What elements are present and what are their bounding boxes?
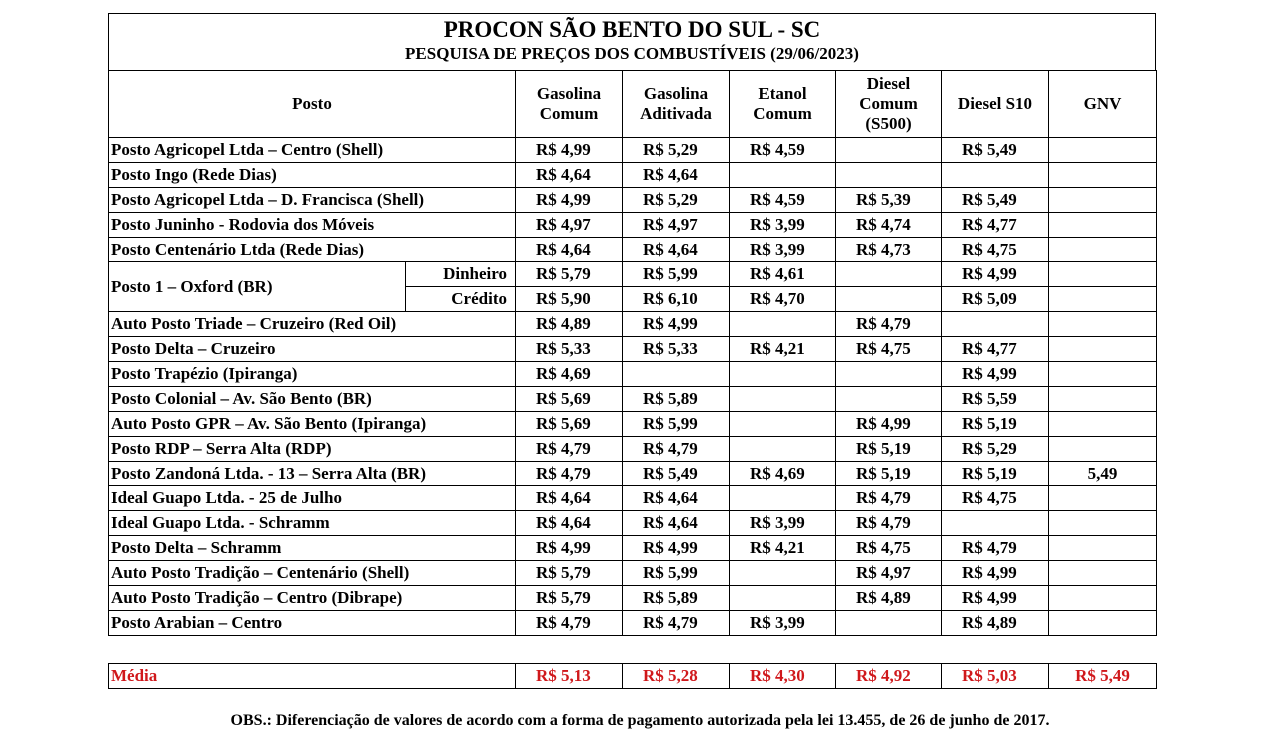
price-cell-ga: R$ 4,97 xyxy=(623,212,730,237)
price-cell-d10: R$ 4,99 xyxy=(942,561,1049,586)
price-cell-d500: R$ 4,74 xyxy=(836,212,942,237)
price-cell-ga: R$ 5,33 xyxy=(623,337,730,362)
price-cell-gc: R$ 4,64 xyxy=(516,162,623,187)
average-table xyxy=(108,663,1157,689)
price-cell-gnv xyxy=(1049,337,1157,362)
price-cell-gc: R$ 4,97 xyxy=(516,212,623,237)
price-cell-et: R$ 3,99 xyxy=(730,610,836,635)
price-cell-gc: R$ 5,79 xyxy=(516,561,623,586)
report-title: PROCON SÃO BENTO DO SUL - SC xyxy=(443,17,821,42)
price-cell-d500 xyxy=(836,362,942,387)
table-row xyxy=(109,486,1157,511)
table-row xyxy=(109,411,1157,436)
price-cell-d10 xyxy=(942,511,1049,536)
price-cell-d10: R$ 4,99 xyxy=(942,586,1049,611)
price-cell-d500: R$ 5,19 xyxy=(836,436,942,461)
price-cell-et xyxy=(730,312,836,337)
table-row xyxy=(109,237,1157,262)
price-cell-et: R$ 4,21 xyxy=(730,536,836,561)
station-name: Posto Arabian – Centro xyxy=(109,610,516,635)
price-cell-d10: R$ 4,89 xyxy=(942,610,1049,635)
price-cell-gnv xyxy=(1049,586,1157,611)
average-gasolina-aditivada: R$ 5,28 xyxy=(623,664,730,689)
price-cell-gnv: 5,49 xyxy=(1049,461,1157,486)
price-cell-d10: R$ 4,77 xyxy=(942,337,1049,362)
price-cell-gc: R$ 5,69 xyxy=(516,386,623,411)
table-row xyxy=(109,162,1157,187)
station-name: Posto Delta – Cruzeiro xyxy=(109,337,516,362)
price-cell-ga: R$ 4,64 xyxy=(623,511,730,536)
price-cell-d10: R$ 5,09 xyxy=(942,287,1049,312)
price-cell-gnv xyxy=(1049,386,1157,411)
table-row xyxy=(109,536,1157,561)
price-cell-et: R$ 3,99 xyxy=(730,511,836,536)
price-cell-ga: R$ 5,99 xyxy=(623,262,730,287)
average-gnv: R$ 5,49 xyxy=(1049,664,1157,689)
price-cell-gc: R$ 4,64 xyxy=(516,486,623,511)
col-header-gasolina-aditivada: Gasolina Aditivada xyxy=(623,71,730,138)
price-cell-gnv xyxy=(1049,287,1157,312)
price-cell-d10: R$ 4,99 xyxy=(942,262,1049,287)
table-row xyxy=(109,511,1157,536)
report-subtitle: PESQUISA DE PREÇOS DOS COMBUSTÍVEIS (29/06/2023) xyxy=(405,44,859,63)
price-cell-et xyxy=(730,561,836,586)
price-cell-et xyxy=(730,362,836,387)
station-name: Posto RDP – Serra Alta (RDP) xyxy=(109,436,516,461)
station-name: Posto Juninho - Rodovia dos Móveis xyxy=(109,212,516,237)
station-name: Ideal Guapo Ltda. - Schramm xyxy=(109,511,516,536)
price-cell-et xyxy=(730,386,836,411)
price-cell-ga: R$ 4,64 xyxy=(623,237,730,262)
price-cell-gnv xyxy=(1049,511,1157,536)
price-cell-d500: R$ 4,75 xyxy=(836,337,942,362)
station-name: Posto Colonial – Av. São Bento (BR) xyxy=(109,386,516,411)
price-cell-et: R$ 3,99 xyxy=(730,237,836,262)
table-row xyxy=(109,386,1157,411)
station-name: Auto Posto Tradição – Centenário (Shell) xyxy=(109,561,516,586)
table-row xyxy=(109,312,1157,337)
price-cell-ga: R$ 5,29 xyxy=(623,138,730,163)
table-row xyxy=(109,610,1157,635)
observation-note: OBS.: Diferenciação de valores de acordo com a forma de pagamento autorizada pela lei 13.455, de 26 de junho de 2017. xyxy=(230,712,1050,729)
price-cell-gnv xyxy=(1049,187,1157,212)
price-cell-gnv xyxy=(1049,436,1157,461)
average-label: Média xyxy=(109,664,516,689)
price-cell-d500 xyxy=(836,138,942,163)
price-cell-et: R$ 4,59 xyxy=(730,187,836,212)
price-cell-d500: R$ 4,79 xyxy=(836,312,942,337)
average-etanol: R$ 4,30 xyxy=(730,664,836,689)
price-cell-ga: R$ 5,89 xyxy=(623,386,730,411)
price-cell-ga: R$ 5,89 xyxy=(623,586,730,611)
price-cell-gc: R$ 4,89 xyxy=(516,312,623,337)
price-cell-d500: R$ 4,97 xyxy=(836,561,942,586)
price-cell-ga: R$ 6,10 xyxy=(623,287,730,312)
station-name: Auto Posto Tradição – Centro (Dibrape) xyxy=(109,586,516,611)
payment-method-dinheiro: Dinheiro xyxy=(406,262,516,287)
price-cell-et xyxy=(730,436,836,461)
price-cell-gc: R$ 4,69 xyxy=(516,362,623,387)
price-cell-gnv xyxy=(1049,411,1157,436)
price-cell-gnv xyxy=(1049,561,1157,586)
price-cell-gc: R$ 5,90 xyxy=(516,287,623,312)
price-cell-gnv xyxy=(1049,362,1157,387)
price-cell-d500: R$ 4,73 xyxy=(836,237,942,262)
station-name: Auto Posto GPR – Av. São Bento (Ipiranga) xyxy=(109,411,516,436)
station-name: Posto Ingo (Rede Dias) xyxy=(109,162,516,187)
price-table xyxy=(108,70,1157,636)
station-name: Posto 1 – Oxford (BR) xyxy=(109,262,406,312)
price-cell-gc: R$ 4,79 xyxy=(516,436,623,461)
price-cell-et: R$ 3,99 xyxy=(730,212,836,237)
payment-method-credito: Crédito xyxy=(406,287,516,312)
price-cell-et xyxy=(730,486,836,511)
table-header-row xyxy=(109,71,1157,138)
average-row xyxy=(109,664,1157,689)
price-cell-et: R$ 4,61 xyxy=(730,262,836,287)
price-cell-gc: R$ 5,79 xyxy=(516,262,623,287)
price-cell-et: R$ 4,21 xyxy=(730,337,836,362)
price-cell-d10: R$ 4,99 xyxy=(942,362,1049,387)
report-header xyxy=(108,13,1156,70)
price-cell-d500: R$ 4,89 xyxy=(836,586,942,611)
price-cell-gc: R$ 5,33 xyxy=(516,337,623,362)
price-cell-d500 xyxy=(836,610,942,635)
price-cell-d10: R$ 5,19 xyxy=(942,461,1049,486)
price-cell-ga: R$ 4,64 xyxy=(623,486,730,511)
price-cell-gc: R$ 5,79 xyxy=(516,586,623,611)
price-cell-d500 xyxy=(836,386,942,411)
table-row xyxy=(109,561,1157,586)
table-row xyxy=(109,138,1157,163)
table-row xyxy=(109,187,1157,212)
table-row xyxy=(109,212,1157,237)
price-cell-ga: R$ 4,79 xyxy=(623,610,730,635)
price-cell-gc: R$ 4,64 xyxy=(516,511,623,536)
col-header-diesel-s500: Diesel Comum (S500) xyxy=(836,71,942,138)
station-name: Posto Agricopel Ltda – Centro (Shell) xyxy=(109,138,516,163)
station-name: Auto Posto Triade – Cruzeiro (Red Oil) xyxy=(109,312,516,337)
price-cell-d10: R$ 5,49 xyxy=(942,187,1049,212)
price-cell-d10: R$ 5,19 xyxy=(942,411,1049,436)
price-cell-d10: R$ 5,29 xyxy=(942,436,1049,461)
price-cell-d10: R$ 4,75 xyxy=(942,237,1049,262)
price-cell-et xyxy=(730,411,836,436)
price-cell-d500: R$ 4,99 xyxy=(836,411,942,436)
station-name: Posto Zandoná Ltda. - 13 – Serra Alta (BR) xyxy=(109,461,516,486)
price-cell-gc: R$ 4,79 xyxy=(516,610,623,635)
col-header-gasolina-comum: Gasolina Comum xyxy=(516,71,623,138)
price-cell-d10 xyxy=(942,312,1049,337)
col-header-posto: Posto xyxy=(109,71,516,138)
table-row xyxy=(109,262,1157,287)
price-cell-ga: R$ 4,64 xyxy=(623,162,730,187)
table-row xyxy=(109,362,1157,387)
table-row xyxy=(109,436,1157,461)
station-name: Posto Trapézio (Ipiranga) xyxy=(109,362,516,387)
station-name: Ideal Guapo Ltda. - 25 de Julho xyxy=(109,486,516,511)
price-cell-d10 xyxy=(942,162,1049,187)
price-cell-ga xyxy=(623,362,730,387)
price-cell-et: R$ 4,70 xyxy=(730,287,836,312)
price-cell-gnv xyxy=(1049,237,1157,262)
col-header-etanol: Etanol Comum xyxy=(730,71,836,138)
price-cell-gc: R$ 4,99 xyxy=(516,536,623,561)
average-diesel-s10: R$ 5,03 xyxy=(942,664,1049,689)
average-gasolina-comum: R$ 5,13 xyxy=(516,664,623,689)
col-header-diesel-s10: Diesel S10 xyxy=(942,71,1049,138)
station-name: Posto Delta – Schramm xyxy=(109,536,516,561)
price-cell-et xyxy=(730,586,836,611)
price-cell-gc: R$ 5,69 xyxy=(516,411,623,436)
price-cell-gc: R$ 4,99 xyxy=(516,187,623,212)
price-cell-gnv xyxy=(1049,262,1157,287)
price-cell-et xyxy=(730,162,836,187)
price-cell-gnv xyxy=(1049,312,1157,337)
price-cell-gnv xyxy=(1049,536,1157,561)
price-cell-ga: R$ 4,99 xyxy=(623,536,730,561)
price-cell-d500: R$ 4,75 xyxy=(836,536,942,561)
price-cell-d500 xyxy=(836,287,942,312)
table-row xyxy=(109,337,1157,362)
col-header-gnv: GNV xyxy=(1049,71,1157,138)
price-cell-et: R$ 4,69 xyxy=(730,461,836,486)
price-cell-d10: R$ 4,79 xyxy=(942,536,1049,561)
price-cell-gnv xyxy=(1049,486,1157,511)
price-cell-ga: R$ 4,99 xyxy=(623,312,730,337)
price-cell-et: R$ 4,59 xyxy=(730,138,836,163)
station-name: Posto Centenário Ltda (Rede Dias) xyxy=(109,237,516,262)
price-cell-gc: R$ 4,99 xyxy=(516,138,623,163)
price-cell-d10: R$ 4,75 xyxy=(942,486,1049,511)
price-cell-d500 xyxy=(836,262,942,287)
price-cell-ga: R$ 5,99 xyxy=(623,561,730,586)
price-cell-d500: R$ 4,79 xyxy=(836,511,942,536)
price-cell-d500: R$ 5,19 xyxy=(836,461,942,486)
price-cell-d500 xyxy=(836,162,942,187)
price-cell-d10: R$ 4,77 xyxy=(942,212,1049,237)
price-cell-gc: R$ 4,79 xyxy=(516,461,623,486)
price-cell-d500: R$ 5,39 xyxy=(836,187,942,212)
price-cell-gnv xyxy=(1049,162,1157,187)
price-cell-ga: R$ 5,49 xyxy=(623,461,730,486)
price-cell-d10: R$ 5,59 xyxy=(942,386,1049,411)
price-cell-d500: R$ 4,79 xyxy=(836,486,942,511)
table-row xyxy=(109,461,1157,486)
price-cell-gc: R$ 4,64 xyxy=(516,237,623,262)
price-cell-ga: R$ 5,29 xyxy=(623,187,730,212)
station-name: Posto Agricopel Ltda – D. Francisca (Shell) xyxy=(109,187,516,212)
price-cell-gnv xyxy=(1049,138,1157,163)
price-cell-ga: R$ 4,79 xyxy=(623,436,730,461)
price-cell-ga: R$ 5,99 xyxy=(623,411,730,436)
price-cell-gnv xyxy=(1049,212,1157,237)
table-row xyxy=(109,586,1157,611)
price-cell-d10: R$ 5,49 xyxy=(942,138,1049,163)
average-diesel-s500: R$ 4,92 xyxy=(836,664,942,689)
price-cell-gnv xyxy=(1049,610,1157,635)
